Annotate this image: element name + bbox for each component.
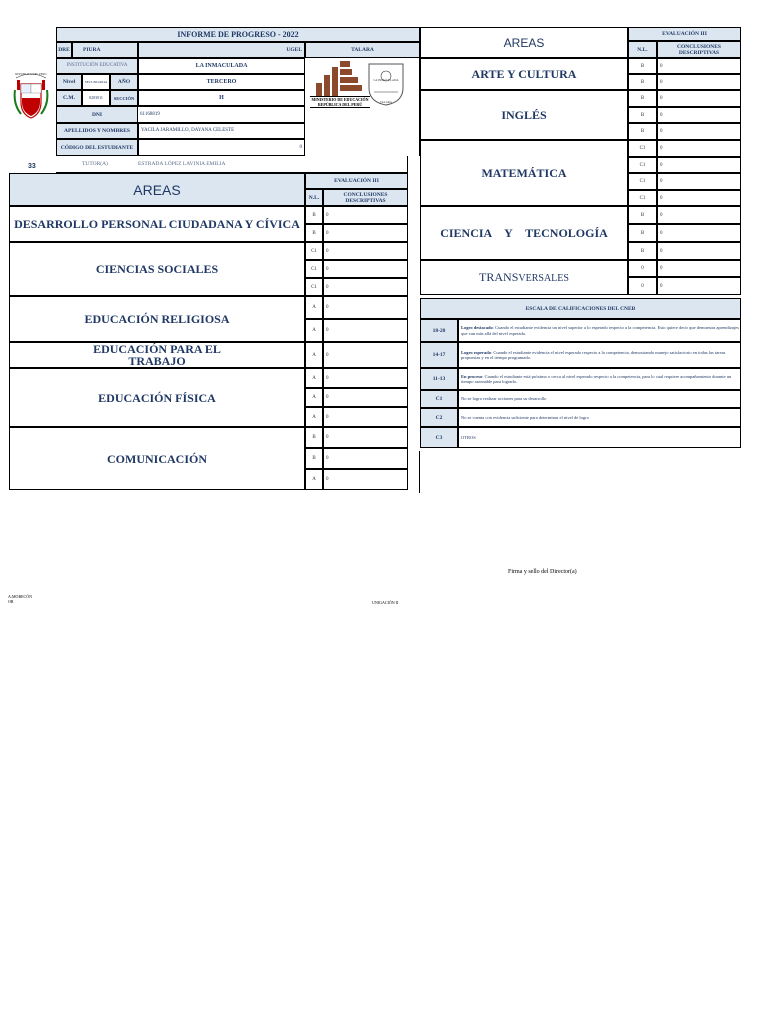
- left-conclusion-cell: [323, 342, 408, 368]
- footer-mid: UNIGACIÓN II: [372, 600, 399, 605]
- ugel-label: UGEL: [138, 42, 305, 58]
- scale-text: [461, 374, 740, 385]
- ugel-value: TALARA: [305, 42, 420, 58]
- left-conclusion-cell: [323, 388, 408, 407]
- right-area-name: CIENCIA Y TECNOLOGÍA: [440, 225, 608, 240]
- left-nl-cell: [305, 278, 323, 296]
- left-area-1: [9, 242, 305, 296]
- left-conclusion-cell: [323, 407, 408, 427]
- firma-text: Firma y sello del Director(a): [508, 569, 577, 575]
- left-nl-header: N.L.: [305, 189, 323, 206]
- scale-bold: Logro esperado: [461, 349, 492, 355]
- right-nl-cell: [628, 277, 657, 295]
- right-area-2: [420, 140, 628, 206]
- nivel-value: SECUNDARIA: [82, 74, 110, 90]
- left-area-0: [9, 206, 305, 242]
- nl-value: B: [312, 212, 316, 218]
- scale-range-value: C1: [435, 396, 443, 402]
- scale-description: [458, 368, 741, 390]
- codigo-value: 0: [138, 139, 305, 156]
- nl-value: B: [640, 79, 645, 85]
- tutor-row: [56, 156, 408, 173]
- scale-range: [420, 368, 458, 390]
- right-area-name: [479, 270, 569, 285]
- apellidos-value: YACILA JARAMILLO, DAYANA CELESTE: [138, 123, 305, 139]
- scale-range: [420, 427, 458, 448]
- left-eval-header: EVALUACIÓN III: [305, 173, 408, 189]
- nl-value: A: [312, 328, 316, 333]
- left-areas-header: AREAS: [9, 173, 305, 206]
- nl-value: C1: [311, 284, 317, 290]
- conclusion-value: 0: [326, 477, 329, 482]
- left-nl-cell: [305, 206, 323, 224]
- left-conclusion-cell: [323, 469, 408, 490]
- scale-text: [461, 325, 740, 336]
- nl-value: B: [640, 230, 645, 236]
- left-area-5: [9, 427, 305, 490]
- nl-value: A: [312, 414, 316, 420]
- right-conclusion-cell: [657, 190, 741, 206]
- nl-value: B: [640, 212, 645, 218]
- name-part1: TRANS: [479, 270, 519, 284]
- nl-value: 0: [641, 283, 644, 289]
- right-nl-cell: [628, 242, 657, 260]
- left-conclusion-cell: [323, 427, 408, 448]
- right-nl-cell: [628, 123, 657, 140]
- school-logo-text: LA INMACULADA: [373, 78, 399, 82]
- conclusion-value: 0: [326, 248, 329, 254]
- nl-value: B: [640, 112, 645, 118]
- anio-value: TERCERO: [138, 74, 305, 90]
- conclusion-value: 0: [660, 129, 663, 134]
- conclusion-value: 0: [660, 146, 663, 151]
- divider-line: [419, 451, 420, 493]
- cm-label: C.M.: [56, 90, 82, 106]
- left-conclusion-cell: [323, 206, 408, 224]
- left-nl-cell: [305, 319, 323, 342]
- nl-value: A: [312, 375, 316, 381]
- conclusion-value: 0: [326, 328, 329, 333]
- right-nl-cell: [628, 74, 657, 90]
- right-area-1: [420, 90, 628, 140]
- scale-bold: Logro destacado: [461, 325, 493, 330]
- left-conclusion-cell: [323, 260, 408, 278]
- scale-text: [461, 396, 546, 402]
- left-conclusiones-header: CONCLUSIONES DESCRIPTIVAS: [323, 189, 408, 206]
- scale-description: [458, 427, 741, 448]
- ie-value: LA INMACULADA: [138, 58, 305, 74]
- scale-range: [420, 342, 458, 368]
- left-conclusion-cell: [323, 448, 408, 469]
- right-area-0: [420, 58, 628, 90]
- scale-desc-text: : Cuando el estudiante evidencia un nivel superior a lo esperado respecto a la competencia. Esto quiere decir que demuestra aprendizajes que van más allá del nivel esperado.: [461, 325, 739, 336]
- codigo-label: CÓDIGO DEL ESTUDIANTE: [56, 139, 138, 156]
- left-nl-cell: [305, 242, 323, 260]
- ministry-logo: [310, 59, 370, 99]
- right-area-3: [420, 206, 628, 260]
- right-nl-cell: [628, 173, 657, 190]
- left-nl-cell: [305, 388, 323, 407]
- dre-value: PIURA: [72, 42, 138, 58]
- right-nl-cell: [628, 107, 657, 123]
- right-conclusion-cell: [657, 58, 741, 74]
- nl-value: A: [312, 305, 316, 310]
- scale-title: ESCALA DE CALIFICACIONES DEL CNEB: [420, 298, 741, 319]
- conclusion-value: 0: [660, 79, 663, 85]
- left-area-2: [9, 296, 305, 342]
- nl-value: A: [312, 352, 316, 358]
- left-area-name: EDUCACIÓN RELIGIOSA: [84, 312, 230, 326]
- right-area-4: [420, 260, 628, 295]
- conclusion-value: 0: [660, 248, 663, 254]
- conclusion-value: 0: [326, 414, 329, 420]
- nl-value: B: [312, 230, 316, 236]
- conclusion-value: 0: [326, 230, 329, 236]
- right-nl-cell: [628, 260, 657, 277]
- right-nl-cell: [628, 190, 657, 206]
- conclusion-value: 0: [660, 179, 663, 184]
- conclusion-value: 0: [660, 266, 663, 271]
- scale-range-value: 18-20: [432, 327, 446, 334]
- left-nl-cell: [305, 342, 323, 368]
- scale-desc-text: : Cuando el estudiante está próximo o cerca al nivel esperado respecto a la competencia, para lo cual requiere acompañamiento durante un tiempo razonable para lograrlo.: [461, 373, 732, 384]
- conclusion-value: 0: [660, 63, 663, 69]
- logo-area: [305, 58, 420, 156]
- right-conclusion-cell: [657, 260, 741, 277]
- scale-description: [458, 342, 741, 368]
- scale-range: [420, 408, 458, 427]
- student-number: 33: [28, 163, 36, 170]
- left-nl-cell: [305, 260, 323, 278]
- left-nl-cell: [305, 224, 323, 242]
- left-nl-cell: [305, 407, 323, 427]
- scale-range-value: 11-13: [432, 376, 446, 382]
- scale-range-value: C3: [435, 434, 443, 441]
- nl-value: C1: [639, 146, 646, 151]
- nl-value: B: [312, 456, 316, 461]
- nl-value: A: [312, 395, 316, 400]
- scale-desc-text: : Cuando el estudiante evidencia el nivel esperado respecto a la competencia, demostrando manejo satisfactorio en todas las tareas propuestas y en el tiempo programado.: [461, 349, 726, 360]
- right-areas-header: AREAS: [420, 27, 628, 58]
- conclusion-value: 0: [326, 395, 329, 400]
- nl-value: A: [312, 477, 316, 482]
- tutor-value: ESTRADA LÓPEZ LAVINIA EMILIA: [138, 161, 226, 167]
- scale-text: [461, 435, 476, 441]
- nl-value: B: [640, 129, 645, 134]
- right-conclusion-cell: [657, 224, 741, 242]
- left-conclusion-cell: [323, 278, 408, 296]
- scale-range: [420, 390, 458, 408]
- right-conclusion-cell: [657, 123, 741, 140]
- left-area-name: CIENCIAS SOCIALES: [95, 262, 219, 276]
- name-part2: VERSALES: [518, 273, 569, 284]
- conclusion-value: 0: [326, 352, 329, 358]
- nl-value: C1: [311, 248, 317, 254]
- report-title: INFORME DE PROGRESO - 2022: [56, 27, 420, 42]
- nl-value: B: [312, 435, 316, 440]
- tutor-label: TUTOR(A): [82, 161, 108, 167]
- left-area-name: EDUCACIÓN PARA EL TRABAJO: [93, 342, 221, 368]
- scale-description: [458, 319, 741, 342]
- left-conclusion-cell: [323, 224, 408, 242]
- ministry-caption: MINISTERIO DE EDUCACIÓN REPÚBLICA DEL PERÚ: [311, 97, 369, 107]
- right-nl-cell: [628, 206, 657, 224]
- scale-text: [461, 350, 740, 361]
- right-conclusion-cell: [657, 277, 741, 295]
- right-area-name: MATEMÁTICA: [481, 165, 567, 180]
- nl-value: 0: [641, 266, 644, 271]
- conclusion-value: 0: [326, 212, 329, 218]
- left-nl-cell: [305, 448, 323, 469]
- anio-label: AÑO: [110, 74, 138, 90]
- right-conclusion-cell: [657, 90, 741, 107]
- left-area-4: [9, 368, 305, 427]
- right-area-name: ARTE Y CULTURA: [471, 66, 577, 81]
- right-conclusion-cell: [657, 206, 741, 224]
- scale-desc-text: OTROS: [461, 434, 476, 440]
- left-area-name: COMUNICACIÓN: [107, 451, 207, 466]
- nl-value: C1: [639, 195, 646, 201]
- scale-range: [420, 319, 458, 342]
- left-nl-cell: [305, 368, 323, 388]
- scale-bold: En proceso: [461, 373, 483, 379]
- conclusion-value: 0: [326, 456, 329, 461]
- right-conclusion-cell: [657, 140, 741, 157]
- conclusion-value: 0: [326, 375, 329, 381]
- seccion-value: H: [138, 90, 305, 106]
- scale-range-value: C2: [435, 414, 443, 421]
- nl-value: C1: [639, 179, 646, 184]
- right-area-name: INGLÉS: [501, 107, 547, 122]
- apellidos-label: APELLIDOS Y NOMBRES: [56, 123, 138, 139]
- right-conclusion-cell: [657, 157, 741, 173]
- right-conclusion-cell: [657, 173, 741, 190]
- dre-label: DRE: [56, 42, 72, 58]
- left-area-3: [9, 342, 305, 368]
- peru-shield-icon: [12, 72, 50, 122]
- right-nl-cell: [628, 90, 657, 107]
- right-nl-cell: [628, 157, 657, 173]
- conclusion-value: 0: [660, 112, 663, 118]
- cm-value: 0203011: [82, 90, 110, 106]
- conclusion-value: 0: [660, 283, 663, 289]
- scale-description: [458, 408, 741, 427]
- scale-desc-text: No se logro realizar acciones para su desarrollo: [461, 396, 547, 402]
- dni-label: DNI: [56, 106, 138, 123]
- seccion-label: SECCIÓN: [110, 90, 138, 106]
- conclusion-value: 0: [326, 305, 329, 310]
- left-nl-cell: [305, 469, 323, 490]
- conclusion-value: 0: [660, 230, 663, 236]
- left-area-name: EDUCACIÓN FÍSICA: [98, 390, 216, 405]
- left-area-name: DESARROLLO PERSONAL CIUDADANA Y CÍVICA: [14, 217, 300, 231]
- conclusion-value: 0: [326, 284, 329, 290]
- conclusion-value: 0: [326, 266, 329, 272]
- right-conclusion-cell: [657, 74, 741, 90]
- conclusion-value: 0: [660, 195, 663, 201]
- scale-description: [458, 390, 741, 408]
- nl-value: B: [640, 63, 645, 69]
- peru-seal: [12, 72, 50, 122]
- right-conclusiones-header: CONCLUSIONES DESCRIPTIVAS: [657, 41, 741, 58]
- nl-value: C1: [639, 162, 646, 168]
- right-nl-cell: [628, 224, 657, 242]
- right-nl-cell: [628, 140, 657, 157]
- right-conclusion-cell: [657, 242, 741, 260]
- nl-value: B: [640, 248, 645, 254]
- conclusion-value: 0: [326, 435, 329, 440]
- nivel-label: Nivel: [56, 74, 82, 90]
- nl-value: B: [640, 96, 645, 101]
- dni-value: 61168819: [138, 106, 305, 123]
- right-nl-cell: [628, 58, 657, 74]
- scale-text: [461, 415, 589, 421]
- left-nl-cell: [305, 427, 323, 448]
- conclusion-value: 0: [660, 162, 663, 168]
- conclusion-value: 0: [660, 212, 663, 218]
- right-nl-header: N.L.: [628, 41, 657, 58]
- left-conclusion-cell: [323, 296, 408, 319]
- nl-value: C1: [311, 266, 317, 272]
- left-conclusion-cell: [323, 319, 408, 342]
- right-conclusion-cell: [657, 107, 741, 123]
- footer-left: A:MORECÓN OR: [8, 594, 33, 604]
- left-nl-cell: [305, 296, 323, 319]
- scale-desc-text: No se cuenta con evidencia suficiente para determinar el nivel de logro: [461, 414, 589, 420]
- left-conclusion-cell: [323, 368, 408, 388]
- conclusion-value: 0: [660, 96, 663, 101]
- scale-range-value: 14-17: [432, 352, 446, 358]
- school-logo-bottom: TALARA: [380, 100, 392, 104]
- ie-label: INSTITUCIÓN EDUCATIVA: [56, 58, 138, 74]
- left-conclusion-cell: [323, 242, 408, 260]
- right-eval-header: EVALUACIÓN III: [628, 27, 741, 41]
- seal-text: REPUBLICA DEL PERU: [15, 72, 47, 76]
